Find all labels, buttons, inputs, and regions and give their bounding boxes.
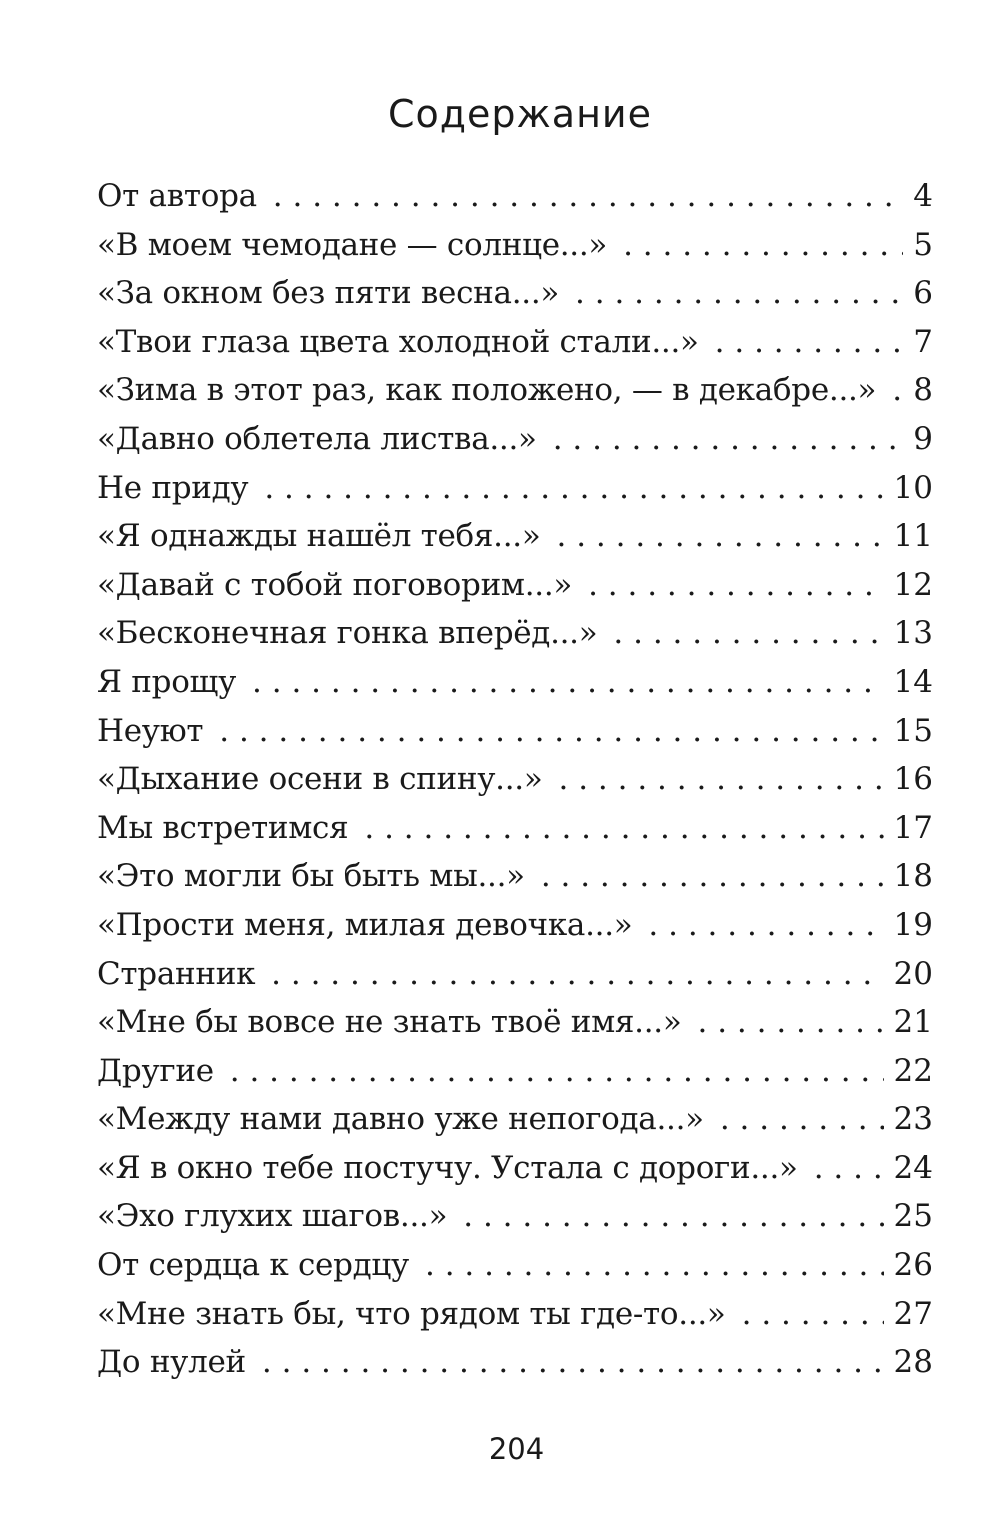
toc-entry-title: До нулей (97, 1344, 246, 1381)
toc-entry (97, 664, 933, 713)
toc-entry-title: «Мне знать бы, что рядом ты где-то...» (97, 1295, 726, 1332)
toc-entry-page: 5 (913, 226, 933, 263)
dot-leader (271, 956, 883, 992)
toc-entry-page: 17 (893, 809, 933, 846)
toc-entry-title: Другие (97, 1052, 214, 1089)
toc-entry-title: Не приду (97, 469, 249, 506)
dot-leader (230, 1053, 884, 1089)
page-number: 204 (488, 1432, 545, 1466)
toc-entry (97, 1296, 933, 1345)
toc-entry-page: 16 (893, 761, 933, 798)
toc-entry-page: 15 (893, 712, 933, 749)
toc-entry-page: 18 (893, 858, 933, 895)
toc-entry (97, 1247, 933, 1296)
dot-leader (613, 615, 883, 651)
toc-entry (97, 1004, 933, 1053)
toc-entry-title: «За окном без пяти весна...» (97, 275, 560, 312)
contents-heading: Содержание (388, 92, 652, 136)
dot-leader (425, 1247, 884, 1283)
table-of-contents (97, 178, 933, 1393)
toc-entry-title: «Давай с тобой поговорим...» (97, 566, 573, 603)
dot-leader (575, 275, 903, 311)
dot-leader (463, 1198, 883, 1234)
toc-entry (97, 1053, 933, 1102)
toc-entry-title: «Между нами давно уже непогода...» (97, 1101, 704, 1138)
toc-entry-title: Я прощу (97, 663, 237, 700)
toc-entry (97, 1198, 933, 1247)
dot-leader (553, 421, 903, 457)
toc-entry-page: 22 (893, 1052, 933, 1089)
dot-leader (588, 567, 883, 603)
toc-entry-title: «В моем чемодане — солнце...» (97, 226, 608, 263)
dot-leader (264, 470, 883, 506)
dot-leader (559, 761, 884, 797)
toc-entry-title: От автора (97, 178, 257, 214)
dot-leader (623, 227, 903, 263)
dot-leader (273, 178, 903, 214)
toc-entry-page: 25 (893, 1198, 933, 1235)
toc-entry-title: Странник (97, 955, 256, 992)
toc-entry (97, 907, 933, 956)
toc-entry-page: 9 (913, 420, 933, 457)
toc-entry (97, 956, 933, 1005)
toc-entry-page: 27 (893, 1295, 933, 1332)
toc-entry-page: 19 (893, 906, 933, 943)
toc-entry-title: Неуют (97, 712, 204, 749)
toc-entry (97, 1150, 933, 1199)
toc-entry-page: 11 (893, 518, 933, 555)
toc-entry (97, 858, 933, 907)
toc-entry-title: «Эхо глухих шагов...» (97, 1198, 448, 1235)
toc-entry-title: Мы встретимся (97, 809, 349, 846)
dot-leader (742, 1296, 884, 1332)
toc-entry (97, 470, 933, 519)
toc-entry (97, 1101, 933, 1150)
toc-entry-title: «Зима в этот раз, как положено, — в декабре...» (97, 372, 877, 409)
toc-entry-title: «Давно облетела листва...» (97, 420, 537, 457)
dot-leader (892, 372, 903, 408)
toc-entry-page: 6 (913, 275, 933, 312)
toc-entry (97, 421, 933, 470)
toc-entry-title: «Твои глаза цвета холодной стали...» (97, 323, 699, 360)
toc-entry (97, 615, 933, 664)
toc-entry-page: 10 (893, 469, 933, 506)
toc-entry (97, 372, 933, 421)
toc-entry-title: «Прости меня, милая девочка...» (97, 906, 633, 943)
toc-entry (97, 567, 933, 616)
toc-entry-page: 14 (893, 663, 933, 700)
toc-entry (97, 275, 933, 324)
dot-leader (715, 324, 903, 360)
toc-entry-title: «Мне бы вовсе не знать твоё имя...» (97, 1004, 682, 1041)
toc-entry-page: 21 (893, 1004, 933, 1041)
toc-entry-page: 24 (893, 1149, 933, 1186)
toc-entry (97, 1344, 933, 1393)
toc-entry (97, 227, 933, 276)
toc-entry (97, 713, 933, 762)
toc-entry-page: 7 (913, 323, 933, 360)
dot-leader (814, 1150, 884, 1186)
toc-entry-page: 13 (893, 615, 933, 652)
toc-entry-title: «Я в окно тебе постучу. Устала с дороги...» (97, 1149, 798, 1186)
toc-entry-title: «Это могли бы быть мы...» (97, 858, 525, 895)
toc-entry (97, 761, 933, 810)
toc-entry-title: «Бесконечная гонка вперёд...» (97, 615, 598, 652)
dot-leader (556, 518, 883, 554)
toc-entry-page: 26 (893, 1247, 933, 1284)
toc-entry (97, 810, 933, 859)
dot-leader (262, 1344, 884, 1380)
toc-entry (97, 518, 933, 567)
toc-entry (97, 324, 933, 373)
toc-entry (97, 178, 933, 227)
toc-entry-page: 12 (893, 566, 933, 603)
toc-entry-title: От сердца к сердцу (97, 1247, 409, 1284)
toc-entry-title: «Дыхание осени в спину...» (97, 761, 543, 798)
toc-entry-title: «Я однажды нашёл тебя...» (97, 518, 541, 555)
dot-leader (219, 713, 883, 749)
dot-leader (698, 1004, 884, 1040)
toc-entry-page: 20 (893, 955, 933, 992)
dot-leader (648, 907, 883, 943)
toc-entry-page: 4 (913, 178, 933, 214)
dot-leader (541, 858, 884, 894)
toc-entry-page: 28 (893, 1344, 933, 1381)
toc-entry-page: 23 (893, 1101, 933, 1138)
toc-entry-page: 8 (913, 372, 933, 409)
dot-leader (720, 1101, 884, 1137)
dot-leader (252, 664, 884, 700)
dot-leader (364, 810, 883, 846)
